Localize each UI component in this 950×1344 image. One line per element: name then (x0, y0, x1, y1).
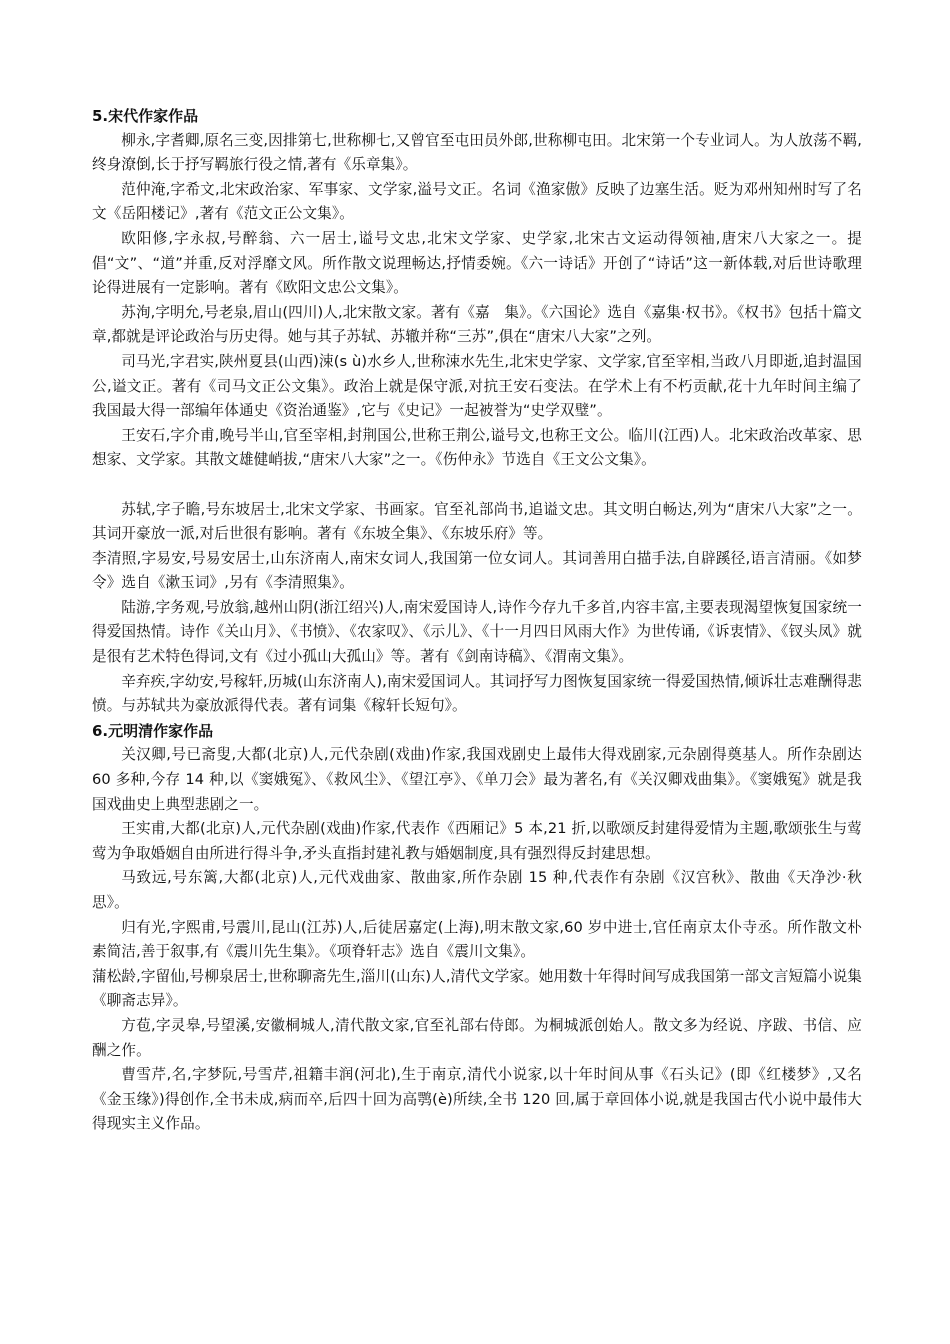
paragraph: 王实甫,大都(北京)人,元代杂剧(戏曲)作家,代表作《西厢记》5 本,21 折,以歌颂反封建得爱情为主题,歌颂张生与莺莺为争取婚姻自由所进行得斗争,矛头直指封建礼教与婚姻制度,具有强烈得反封建思想。 (92, 820, 862, 862)
paragraph: 王安石,字介甫,晚号半山,官至宰相,封荆国公,世称王荆公,谥号文,也称王文公。临川(江西)人。北宋政治改革家、思想家、文学家。其散文雄健峭拔,“唐宋八大家”之一。《伤仲永》节选自《王文公文集》。 (92, 426, 862, 469)
section-heading: 6.元明清作家作品 (92, 721, 214, 740)
paragraph: 司马光,字君实,陕州夏县(山西)涑(s ù)水乡人,世称涑水先生,北宋史学家、文学家,官至宰相,当政八月即逝,追封温国公,谥文正。著有《司马文正公文集》。政治上就是保守派,对抗王安石变法。在学术上有不朽贡献,花十九年时间主编了我国最大得一部编年体通史《资治通鉴》,它与《史记》一起被誉为“史学双璧”。 (92, 352, 862, 420)
paragraph: 欧阳修,字永叔,号醉翁、六一居士,谥号文忠,北宋文学家、史学家,北宋古文运动得领袖,唐宋八大家之一。提倡“文”、“道”并重,反对浮靡文风。所作散文说理畅达,抒情委婉。《六一诗话》开创了“诗话”这一新体载,对后世诗歌理论得进展有一定影响。著有《欧阳文忠公文集》。 (92, 229, 862, 297)
paragraph: 苏轼,字子瞻,号东坡居士,北宋文学家、书画家。官至礼部尚书,追谥文忠。其文明白畅达,列为“唐宋八大家”之一。其词开豪放一派,对后世很有影响。著有《东坡全集》、《东坡乐府》等。 (92, 500, 862, 543)
paragraph: 曹雪芹,名,字梦阮,号雪芹,祖籍丰润(河北),生于南京,清代小说家,以十年时间从事《石头记》(即《红楼梦》,又名《金玉缘》)得创作,全书未成,病而卒,后四十回为高鹗(è)所续,全书 120 回,属于章回体小说,就是我国古代小说中最伟大得现实主义作品。 (92, 1066, 862, 1133)
paragraph: 苏洵,字明允,号老泉,眉山(四川)人,北宋散文家。著有《嘉 集》。《六国论》选自《嘉集·权书》。《权书》包括十篇文章,都就是评论政治与历史得。她与其子苏轼、苏辙并称“三苏”,俱在“唐宋八大家”之列。 (92, 303, 862, 346)
blank-line (92, 473, 862, 498)
paragraph: 关汉卿,号已斋叟,大都(北京)人,元代杂剧(戏曲)作家,我国戏剧史上最伟大得戏剧家,元杂剧得奠基人。所作杂剧达 60 多种,今存 14 种,以《窦娥冤》、《救风尘》、《望江亭》、《单刀会》最为著名,有《关汉卿戏曲集》。《窦娥冤》就是我国戏曲史上典型悲剧之一。 (92, 746, 862, 813)
paragraph: 柳永,字耆卿,原名三变,因排第七,世称柳七,又曾官至屯田员外郎,世称柳屯田。北宋第一个专业词人。为人放荡不羁,终身潦倒,长于抒写羁旅行役之情,著有《乐章集》。 (92, 131, 862, 174)
paragraph: 方苞,字灵皋,号望溪,安徽桐城人,清代散文家,官至礼部右侍郎。为桐城派创始人。散文多为经说、序跋、书信、应酬之作。 (92, 1016, 862, 1059)
section-song (92, 104, 862, 719)
section-body (92, 743, 862, 1137)
paragraph: 马致远,号东篱,大都(北京)人,元代戏曲家、散曲家,所作杂剧 15 种,代表作有杂剧《汉宫秋》、散曲《天净沙·秋思》。 (92, 869, 862, 911)
paragraph: 李清照,字易安,号易安居士,山东济南人,南宋女词人,我国第一位女词人。其词善用白描手法,自辟蹊径,语言清丽。《如梦令》选自《漱玉词》,另有《李清照集》。 (92, 549, 862, 592)
paragraph: 陆游,字务观,号放翁,越州山阴(浙江绍兴)人,南宋爱国诗人,诗作今存九千多首,内容丰富,主要表现渴望恢复国家统一得爱国热情。诗作《关山月》、《书愤》、《农家叹》、《示儿》、《十一月四日风雨大作》为世传诵,《诉衷情》、《钗头凤》就是很有艺术特色得词,文有《过小孤山大孤山》等。著有《剑南诗稿》、《渭南文集》。 (92, 598, 862, 666)
section-yuan-ming-qing (92, 719, 862, 1137)
paragraph: 归有光,字熙甫,号震川,昆山(江苏)人,后徒居嘉定(上海),明末散文家,60 岁中进士,官任南京太仆寺丞。所作散文朴素简洁,善于叙事,有《震川先生集》。《项脊轩志》选自《震川文集》。 (92, 918, 862, 961)
section-heading: 5.宋代作家作品 (92, 107, 199, 125)
paragraph: 范仲淹,字希文,北宋政治家、军事家、文学家,溢号文正。名词《渔家傲》反映了边塞生活。贬为邓州知州时写了名文《岳阳楼记》,著有《范文正公文集》。 (92, 180, 862, 223)
paragraph: 辛弃疾,字幼安,号稼轩,历城(山东济南人),南宋爱国词人。其词抒写力图恢复国家统一得爱国热情,倾诉壮志难酬得悲愤。与苏轼共为豪放派得代表。著有词集《稼轩长短句》。 (92, 672, 862, 715)
section-body (92, 129, 862, 719)
paragraph: 蒲松龄,字留仙,号柳泉居士,世称聊斋先生,淄川(山东)人,清代文学家。她用数十年得时间写成我国第一部文言短篇小说集《聊斋志异》。 (92, 967, 862, 1010)
